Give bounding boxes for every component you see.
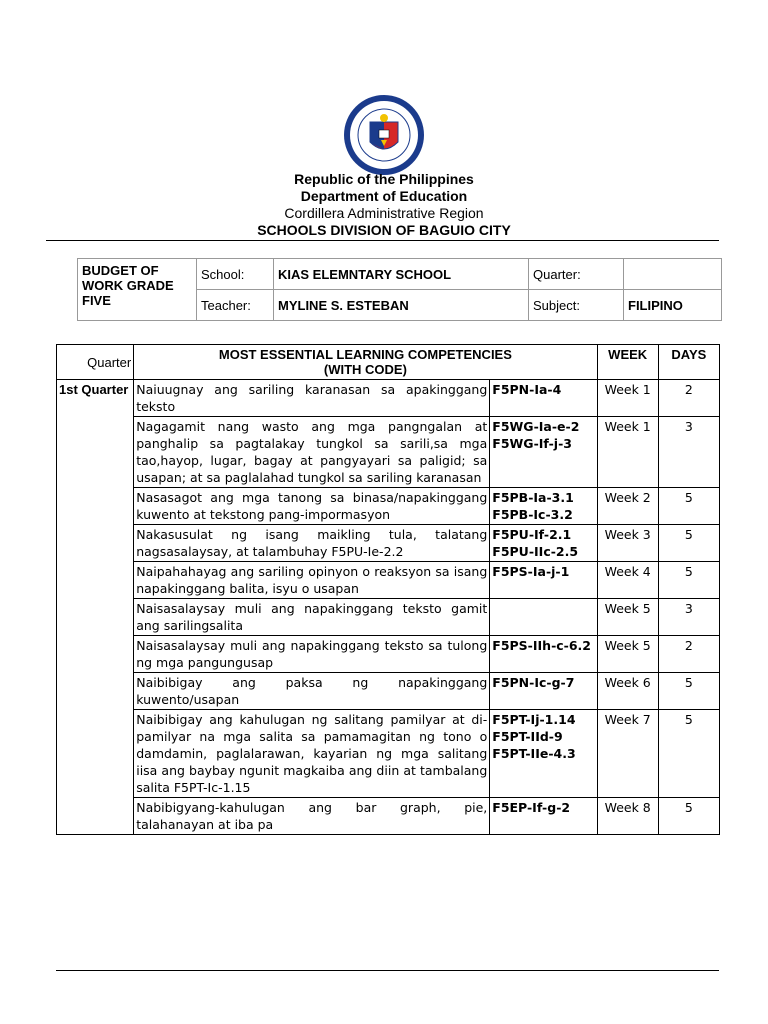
header-line-division: SCHOOLS DIVISION OF BAGUIO CITY: [257, 222, 511, 238]
quarter-cell: 1st Quarter: [57, 380, 134, 835]
table-row: [57, 710, 720, 798]
table-row: [57, 599, 720, 636]
week-cell: Week 6: [597, 673, 658, 710]
week-cell: Week 8: [597, 798, 658, 835]
footer-divider: [56, 970, 719, 971]
school-value: KIAS ELEMNTARY SCHOOL: [274, 259, 529, 290]
info-table: [77, 258, 722, 321]
days-cell: 3: [658, 599, 719, 636]
header-line-republic: Republic of the Philippines: [294, 171, 474, 187]
quarter-label: Quarter:: [529, 259, 624, 290]
days-cell: 5: [658, 562, 719, 599]
competency-rows: [57, 380, 720, 835]
competency-cell: Naibibigay ang paksa ng napakinggang kuwento/usapan: [134, 673, 490, 710]
days-cell: 5: [658, 673, 719, 710]
table-row: [57, 673, 720, 710]
days-cell: 2: [658, 380, 719, 417]
table-row: [57, 562, 720, 599]
days-cell: 3: [658, 417, 719, 488]
school-label: School:: [197, 259, 274, 290]
days-cell: 2: [658, 636, 719, 673]
days-cell: 5: [658, 525, 719, 562]
week-cell: Week 7: [597, 710, 658, 798]
deped-seal: [343, 94, 425, 176]
competency-cell: Naibibigay ang kahulugan ng salitang pamilyar at di-pamilyar na mga salita sa pamamagitan ng tono o damdamin, paglalarawan, kayarian ng mga salitang iisa ang baybay ngunit magkaiba ang diin at tambalang salita F5PT-Ic-1.15: [134, 710, 490, 798]
competency-cell: Nagagamit nang wasto ang mga pangngalan at panghalip sa pagtalakay tungkol sa sarili,sa mga tao,hayop, lugar, bagay at pangyayari sa paligid; sa usapan; at sa paglalahad tungkol sa sariling karanasan: [134, 417, 490, 488]
competency-cell: Nakasusulat ng isang maikling tula, talatang nagsasalaysay, at talambuhay F5PU-Ie-2.2: [134, 525, 490, 562]
melc-title: MOST ESSENTIAL LEARNING COMPETENCIES: [218, 347, 512, 362]
code-cell: F5EP-If-g-2: [490, 798, 597, 835]
table-row: [57, 636, 720, 673]
week-cell: Week 2: [597, 488, 658, 525]
teacher-label: Teacher:: [197, 290, 274, 321]
table-row: [57, 380, 720, 417]
table-row: [57, 488, 720, 525]
competencies-table: [56, 344, 720, 835]
table-row: [57, 798, 720, 835]
competency-cell: Nasasagot ang mga tanong sa binasa/napakinggang kuwento at tekstong pang-impormasyon: [134, 488, 490, 525]
col-header-days: DAYS: [658, 345, 719, 380]
header-divider: [46, 240, 719, 241]
competency-cell: Naiuugnay ang sariling karanasan sa apakinggang teksto: [134, 380, 490, 417]
header-line-region: Cordillera Administrative Region: [284, 205, 484, 221]
col-header-week: WEEK: [597, 345, 658, 380]
code-cell: F5PB-Ia-3.1 F5PB-Ic-3.2: [490, 488, 597, 525]
col-header-melc: [134, 345, 597, 380]
code-cell: F5WG-Ia-e-2 F5WG-If-j-3: [490, 417, 597, 488]
letterhead: [0, 171, 768, 239]
quarter-value: [624, 259, 722, 290]
competency-cell: Naisasalaysay muli ang napakinggang teksto sa tulong ng mga pangungusap: [134, 636, 490, 673]
code-cell: F5PN-Ic-g-7: [490, 673, 597, 710]
code-cell: F5PS-IIh-c-6.2: [490, 636, 597, 673]
code-cell: [490, 599, 597, 636]
competency-cell: Naipahahayag ang sariling opinyon o reaksyon sa isang napakinggang balita, isyu o usapan: [134, 562, 490, 599]
code-cell: F5PT-Ij-1.14 F5PT-IId-9 F5PT-IIe-4.3: [490, 710, 597, 798]
week-cell: Week 1: [597, 417, 658, 488]
teacher-value: MYLINE S. ESTEBAN: [274, 290, 529, 321]
col-header-quarter: Quarter: [57, 345, 134, 380]
competency-cell: Naisasalaysay muli ang napakinggang teksto gamit ang sarilingsalita: [134, 599, 490, 636]
week-cell: Week 5: [597, 599, 658, 636]
days-cell: 5: [658, 798, 719, 835]
subject-value: FILIPINO: [624, 290, 722, 321]
week-cell: Week 3: [597, 525, 658, 562]
code-cell: F5PS-Ia-j-1: [490, 562, 597, 599]
table-row: [57, 525, 720, 562]
days-cell: 5: [658, 710, 719, 798]
budget-title: BUDGET OF WORK GRADE FIVE: [78, 259, 197, 321]
week-cell: Week 5: [597, 636, 658, 673]
header-line-department: Department of Education: [300, 188, 468, 204]
code-cell: F5PU-If-2.1 F5PU-IIc-2.5: [490, 525, 597, 562]
melc-subtitle: (WITH CODE): [323, 362, 407, 377]
code-cell: F5PN-Ia-4: [490, 380, 597, 417]
table-row: [57, 417, 720, 488]
week-cell: Week 1: [597, 380, 658, 417]
days-cell: 5: [658, 488, 719, 525]
week-cell: Week 4: [597, 562, 658, 599]
subject-label: Subject:: [529, 290, 624, 321]
competency-cell: Nabibigyang-kahulugan ang bar graph, pie, talahanayan at iba pa: [134, 798, 490, 835]
